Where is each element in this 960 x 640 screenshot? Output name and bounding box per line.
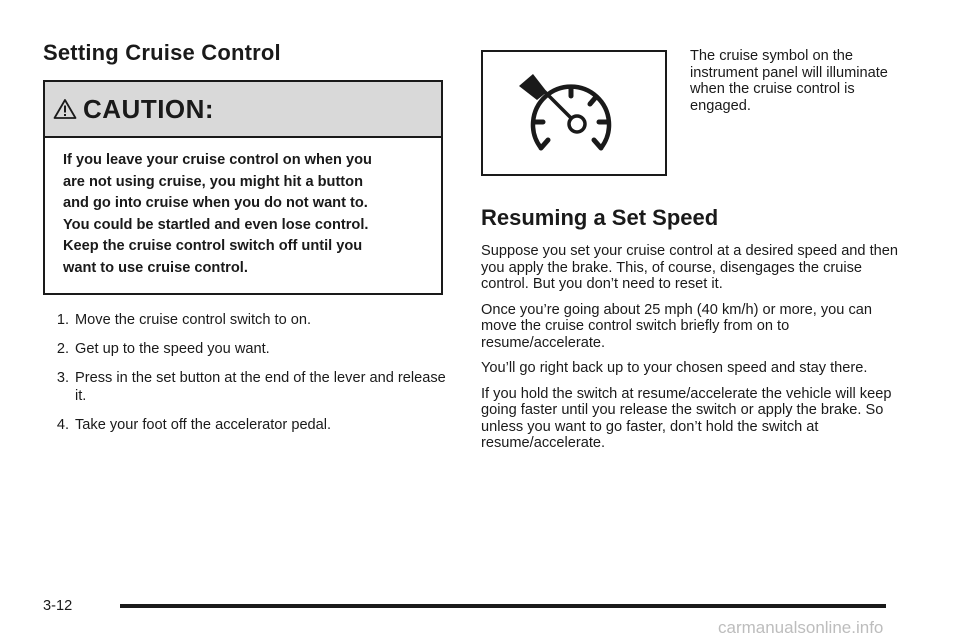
caution-line: and go into cruise when you do not want to. bbox=[63, 195, 368, 211]
cruise-symbol-caption: The cruise symbol on the instrument panel will illuminate when the cruise control is engaged. bbox=[690, 48, 888, 114]
step-number: 4. bbox=[56, 417, 69, 433]
resume-section-title: Resuming a Set Speed bbox=[481, 205, 719, 230]
page-number: 3-12 bbox=[43, 598, 73, 614]
step-number: 3. bbox=[56, 370, 69, 386]
cruise-control-speedometer-icon bbox=[483, 52, 665, 174]
watermark: carmanualsonline.info bbox=[718, 618, 884, 637]
caution-body bbox=[45, 138, 441, 293]
step-item bbox=[43, 311, 447, 329]
step-item bbox=[43, 416, 447, 434]
resume-paragraph: You’ll go right back up to your chosen speed and stay there. bbox=[481, 360, 868, 376]
caution-line: You could be startled and even lose control. bbox=[63, 216, 369, 233]
resume-paragraph: If you hold the switch at resume/accelerate the vehicle will keep going faster until you release the switch or apply the brake. So unless you want to go faster, don’t hold the switch at resume/accelerate. bbox=[481, 385, 892, 451]
caution-line: Keep the cruise control switch off until you bbox=[63, 238, 363, 254]
steps-list bbox=[43, 311, 447, 434]
footer-rule bbox=[120, 604, 886, 608]
step-text: Move the cruise control switch to on. bbox=[75, 312, 312, 328]
left-column bbox=[43, 40, 447, 445]
resume-paragraph: Once you’re going about 25 mph (40 km/h) or more, you can move the cruise control switch briefly from on to resume/accelerate. bbox=[481, 301, 872, 351]
caution-title: CAUTION: bbox=[83, 93, 215, 124]
step-number: 1. bbox=[56, 312, 69, 328]
cruise-symbol-frame bbox=[481, 50, 667, 176]
caution-line: want to use cruise control. bbox=[63, 259, 248, 276]
caution-header bbox=[45, 82, 441, 138]
caution-line: If you leave your cruise control on when you bbox=[63, 152, 372, 168]
step-item bbox=[43, 369, 447, 405]
right-column bbox=[481, 205, 901, 461]
warning-triangle-icon bbox=[53, 98, 77, 120]
section-title: Setting Cruise Control bbox=[43, 40, 281, 65]
caution-box bbox=[43, 80, 443, 295]
step-text: Take your foot off the accelerator pedal. bbox=[75, 417, 332, 433]
step-text: Get up to the speed you want. bbox=[75, 341, 270, 357]
step-text: Press in the set button at the end of the lever and release it. bbox=[75, 370, 446, 404]
resume-paragraph: Suppose you set your cruise control at a desired speed and then you apply the brake. This, of course, disengages the cruise control. But you don’t need to reset it. bbox=[481, 243, 898, 292]
step-number: 2. bbox=[56, 341, 69, 357]
step-item bbox=[43, 340, 447, 358]
caution-line: are not using cruise, you might hit a button bbox=[63, 173, 363, 190]
